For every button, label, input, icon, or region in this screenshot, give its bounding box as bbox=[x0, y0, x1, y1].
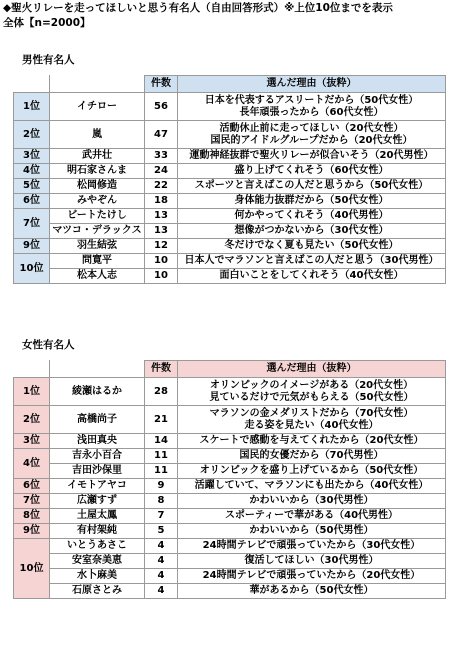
reason-cell bbox=[178, 584, 446, 599]
reason-text: 運動神経抜群で聖火リレーが似合いそう（20代男性） bbox=[189, 150, 434, 161]
table-row bbox=[14, 449, 446, 464]
reason-cell bbox=[178, 494, 446, 509]
reason-cell bbox=[178, 179, 446, 194]
reason-text: 盛り上げてくれそう（60代女性） bbox=[234, 165, 389, 176]
table-row bbox=[14, 224, 446, 239]
reason-text: 復活してほしい（30代男性） bbox=[244, 555, 379, 566]
corner-cell bbox=[50, 76, 145, 93]
rank-cell: 1位 bbox=[14, 93, 50, 121]
celebrity-name: 問寛平 bbox=[50, 254, 145, 269]
reason-text: スポーティーで華がある（40代男性） bbox=[224, 510, 399, 521]
celebrity-name: 吉永小百合 bbox=[50, 449, 145, 464]
reason-cell bbox=[178, 378, 446, 406]
reason-text: かわいいから（50代男性） bbox=[249, 525, 374, 536]
celebrity-name: 水卜麻美 bbox=[50, 569, 145, 584]
reason-text: かわいいから（30代男性） bbox=[249, 495, 374, 506]
table-row bbox=[14, 378, 446, 406]
reason-text: 見ているだけで元気がもらえる（50代女性） bbox=[209, 391, 414, 403]
reason-text: 想像がつかないから（30代女性） bbox=[234, 225, 389, 236]
reason-text: 何かやってくれそう（40代男性） bbox=[234, 210, 389, 221]
mention-count: 21 bbox=[145, 406, 178, 434]
rank-cell: 9位 bbox=[14, 524, 50, 539]
rank-cell: 1位 bbox=[14, 378, 50, 406]
rank-cell: 5位 bbox=[14, 179, 50, 194]
male-section-label: 男性有名人 bbox=[22, 54, 75, 66]
reason-text: 華があるから（50代女性） bbox=[249, 585, 374, 596]
mention-count: 4 bbox=[145, 554, 178, 569]
reason-text: スケートで感動を与えてくれたから（20代女性） bbox=[199, 435, 424, 446]
mention-count: 11 bbox=[145, 449, 178, 464]
reason-cell bbox=[178, 149, 446, 164]
table-row bbox=[14, 584, 446, 599]
reason-cell bbox=[178, 434, 446, 449]
rank-cell: 2位 bbox=[14, 406, 50, 434]
reason-cell bbox=[178, 569, 446, 584]
table-row bbox=[14, 209, 446, 224]
celebrity-name: 武井壮 bbox=[50, 149, 145, 164]
reason-text: 24時間テレビで頑張っていたから（20代女性） bbox=[202, 570, 421, 581]
rank-cell: 6位 bbox=[14, 194, 50, 209]
celebrity-name: 嵐 bbox=[50, 121, 145, 149]
table-row bbox=[14, 479, 446, 494]
mention-count: 47 bbox=[145, 121, 178, 149]
table-row bbox=[14, 269, 446, 284]
mention-count: 18 bbox=[145, 194, 178, 209]
mention-count: 13 bbox=[145, 224, 178, 239]
corner-cell bbox=[14, 361, 50, 378]
reason-cell bbox=[178, 539, 446, 554]
celebrity-name: 吉田沙保里 bbox=[50, 464, 145, 479]
count-header: 件数 bbox=[145, 76, 178, 93]
celebrity-name: ビートたけし bbox=[50, 209, 145, 224]
rank-cell: 7位 bbox=[14, 209, 50, 239]
celebrity-name: いとうあさこ bbox=[50, 539, 145, 554]
reason-cell bbox=[178, 464, 446, 479]
reason-text: 長年頑張ったから（60代女性） bbox=[239, 106, 384, 118]
celebrity-name: みやぞん bbox=[50, 194, 145, 209]
reason-header: 選んだ理由（抜粋） bbox=[178, 361, 446, 378]
reason-text: オリンピックのイメージがある（20代女性） bbox=[209, 379, 414, 391]
reason-text: 面白いことをしてくれそう（40代女性） bbox=[219, 270, 404, 281]
table-row bbox=[14, 539, 446, 554]
corner-cell bbox=[14, 76, 50, 93]
reason-text: 国民的女優だから（70代男性） bbox=[239, 450, 384, 461]
count-header: 件数 bbox=[145, 361, 178, 378]
reason-cell bbox=[178, 164, 446, 179]
reason-cell bbox=[178, 224, 446, 239]
table-row bbox=[14, 434, 446, 449]
table-row bbox=[14, 464, 446, 479]
celebrity-name: 広瀬すず bbox=[50, 494, 145, 509]
mention-count: 4 bbox=[145, 539, 178, 554]
celebrity-name: 浅田真央 bbox=[50, 434, 145, 449]
mention-count: 9 bbox=[145, 479, 178, 494]
celebrity-name: マツコ・デラックス bbox=[50, 224, 145, 239]
reason-header: 選んだ理由（抜粋） bbox=[178, 76, 446, 93]
sample-size-label: 全体【n=2000】 bbox=[3, 17, 91, 29]
celebrity-name: 土屋太鳳 bbox=[50, 509, 145, 524]
mention-count: 10 bbox=[145, 254, 178, 269]
mention-count: 14 bbox=[145, 434, 178, 449]
mention-count: 5 bbox=[145, 524, 178, 539]
mention-count: 22 bbox=[145, 179, 178, 194]
reason-text: オリンピックを盛り上げているから（50代女性） bbox=[199, 465, 424, 476]
mention-count: 4 bbox=[145, 569, 178, 584]
table-row bbox=[14, 194, 446, 209]
table-row bbox=[14, 93, 446, 121]
rank-cell: 7位 bbox=[14, 494, 50, 509]
mention-count: 11 bbox=[145, 464, 178, 479]
reason-text: マラソンの金メダリストだから（70代女性） bbox=[209, 407, 414, 419]
celebrity-name: 松岡修造 bbox=[50, 179, 145, 194]
reason-cell bbox=[178, 93, 446, 121]
reason-text: 走る姿を見たい（40代女性） bbox=[244, 419, 379, 431]
rank-cell: 10位 bbox=[14, 539, 50, 599]
reason-text: 身体能力抜群だから（50代女性） bbox=[234, 195, 389, 206]
table-row bbox=[14, 179, 446, 194]
mention-count: 28 bbox=[145, 378, 178, 406]
celebrity-name: 綾瀬はるか bbox=[50, 378, 145, 406]
reason-cell bbox=[178, 269, 446, 284]
reason-cell bbox=[178, 254, 446, 269]
rank-cell: 8位 bbox=[14, 509, 50, 524]
table-row bbox=[14, 554, 446, 569]
reason-cell bbox=[178, 406, 446, 434]
table-row bbox=[14, 569, 446, 584]
rank-cell: 3位 bbox=[14, 434, 50, 449]
female-ranking-table bbox=[13, 360, 446, 599]
reason-cell bbox=[178, 121, 446, 149]
female-section-label: 女性有名人 bbox=[22, 339, 75, 351]
table-row bbox=[14, 121, 446, 149]
reason-cell bbox=[178, 524, 446, 539]
reason-text: 冬だけでなく夏も見たい（50代女性） bbox=[224, 240, 399, 251]
rank-cell: 9位 bbox=[14, 239, 50, 254]
reason-cell bbox=[178, 209, 446, 224]
table-row bbox=[14, 254, 446, 269]
reason-cell bbox=[178, 509, 446, 524]
reason-text: 活動休止前に走ってほしい（20代女性） bbox=[219, 122, 404, 134]
celebrity-name: イチロー bbox=[50, 93, 145, 121]
mention-count: 13 bbox=[145, 209, 178, 224]
table-row bbox=[14, 239, 446, 254]
reason-text: スポーツと言えばこの人だと思うから（50代女性） bbox=[194, 180, 429, 191]
corner-cell bbox=[50, 361, 145, 378]
rank-cell: 10位 bbox=[14, 254, 50, 284]
reason-cell bbox=[178, 449, 446, 464]
table-row bbox=[14, 406, 446, 434]
celebrity-name: 石原さとみ bbox=[50, 584, 145, 599]
celebrity-name: イモトアヤコ bbox=[50, 479, 145, 494]
male-ranking-table bbox=[13, 75, 446, 284]
mention-count: 24 bbox=[145, 164, 178, 179]
celebrity-name: 有村架純 bbox=[50, 524, 145, 539]
celebrity-name: 安室奈美恵 bbox=[50, 554, 145, 569]
reason-cell bbox=[178, 479, 446, 494]
celebrity-name: 羽生結弦 bbox=[50, 239, 145, 254]
rank-cell: 2位 bbox=[14, 121, 50, 149]
celebrity-name: 高橋尚子 bbox=[50, 406, 145, 434]
rank-cell: 4位 bbox=[14, 164, 50, 179]
reason-cell bbox=[178, 554, 446, 569]
mention-count: 33 bbox=[145, 149, 178, 164]
reason-text: 日本を代表するアスリートだから（50代女性） bbox=[204, 94, 419, 106]
mention-count: 4 bbox=[145, 584, 178, 599]
table-row bbox=[14, 524, 446, 539]
mention-count: 56 bbox=[145, 93, 178, 121]
reason-text: 活躍していて、マラソンにも出たから（40代女性） bbox=[194, 480, 429, 491]
reason-text: 日本人でマラソンと言えばこの人だと思う（30代男性） bbox=[184, 255, 439, 266]
mention-count: 7 bbox=[145, 509, 178, 524]
rank-cell: 3位 bbox=[14, 149, 50, 164]
rank-cell: 4位 bbox=[14, 449, 50, 479]
page-title: ◆聖火リレーを走ってほしいと思う有名人（自由回答形式）※上位10位までを表示 bbox=[3, 2, 393, 14]
table-row bbox=[14, 164, 446, 179]
mention-count: 10 bbox=[145, 269, 178, 284]
mention-count: 8 bbox=[145, 494, 178, 509]
celebrity-name: 明石家さんま bbox=[50, 164, 145, 179]
reason-cell bbox=[178, 239, 446, 254]
table-row bbox=[14, 509, 446, 524]
reason-cell bbox=[178, 194, 446, 209]
rank-cell: 6位 bbox=[14, 479, 50, 494]
reason-text: 国民的アイドルグループだから（20代女性） bbox=[210, 134, 413, 146]
celebrity-name: 松本人志 bbox=[50, 269, 145, 284]
reason-text: 24時間テレビで頑張っていたから（30代女性） bbox=[202, 540, 421, 551]
mention-count: 12 bbox=[145, 239, 178, 254]
table-row bbox=[14, 494, 446, 509]
table-row bbox=[14, 149, 446, 164]
